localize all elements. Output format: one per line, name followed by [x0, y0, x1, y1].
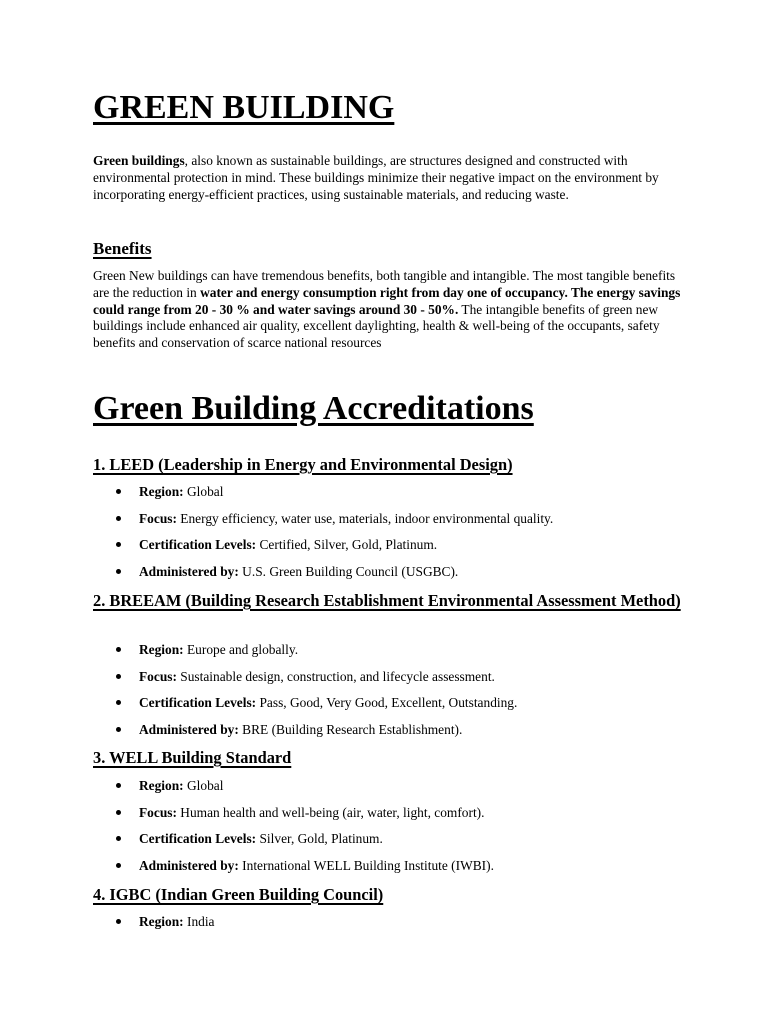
- leed-list: [93, 483, 683, 589]
- bullet-icon: [116, 810, 121, 815]
- item-label: Certification Levels:: [139, 695, 257, 710]
- bullet-icon: [116, 783, 121, 788]
- section-heading-leed: 1. LEED (Leadership in Energy and Environmental Design): [93, 455, 513, 474]
- bullet-icon: [116, 542, 121, 547]
- item-label: Region:: [139, 778, 184, 793]
- item-label: Administered by:: [139, 857, 239, 873]
- bullet-icon: [116, 919, 121, 924]
- benefits-paragraph: [93, 268, 683, 352]
- benefits-text-2: The intangible benefits of green new buildings include enhanced air quality, excellent daylighting, health & well-being of the occupants, safety benefits and conservation of scarce national resources: [93, 301, 660, 351]
- igbc-list: [93, 913, 683, 940]
- list-item: [93, 804, 683, 831]
- item-value: Silver, Gold, Platinum.: [256, 831, 383, 846]
- item-value: U.S. Green Building Council (USGBC).: [238, 563, 459, 579]
- item-value: Europe and globally.: [183, 642, 299, 657]
- list-item: [93, 913, 683, 940]
- bullet-icon: [116, 516, 121, 521]
- item-label: Focus:: [139, 804, 177, 820]
- bullet-icon: [116, 647, 121, 652]
- item-value: Certified, Silver, Gold, Platinum.: [256, 537, 438, 552]
- item-label: Focus:: [139, 510, 177, 526]
- benefits-heading: Benefits: [93, 239, 152, 258]
- accreditations-heading: Green Building Accreditations: [93, 390, 534, 427]
- list-item: [93, 777, 683, 804]
- item-value: Sustainable design, construction, and lifecycle assessment.: [176, 668, 495, 684]
- intro-bold-lead: Green buildings: [93, 153, 185, 168]
- item-value: International WELL Building Institute (IWBI).: [238, 857, 494, 873]
- document-title: GREEN BUILDING: [93, 89, 395, 126]
- list-item: [93, 830, 683, 857]
- section-heading-breeam: 2. BREEAM (Building Research Establishment Environmental Assessment Method): [93, 591, 681, 610]
- list-item: [93, 563, 683, 590]
- item-label: Certification Levels:: [139, 831, 257, 846]
- item-label: Region:: [139, 484, 184, 499]
- list-item: [93, 857, 683, 884]
- item-label: Certification Levels:: [139, 537, 257, 552]
- benefits-bold-1: water and energy consumption right from day one of occupancy. The energy savings could range from 20 - 30 % and water savings around 30 - 50%.: [93, 284, 681, 317]
- item-value: Human health and well-being (air, water, light, comfort).: [176, 804, 485, 820]
- item-value: Global: [183, 778, 224, 793]
- item-label: Administered by:: [139, 721, 239, 737]
- bullet-icon: [116, 700, 121, 705]
- benefits-text-1: Green New buildings can have tremendous benefits, both tangible and intangible. The most tangible benefits are the reduction in: [93, 268, 676, 300]
- bullet-icon: [116, 569, 121, 574]
- bullet-icon: [116, 674, 121, 679]
- list-item: [93, 668, 683, 695]
- list-item: [93, 721, 683, 748]
- intro-text: , also known as sustainable buildings, are structures designed and constructed with environmental protection in mind. These buildings minimize their negative impact on the environment by incorporating energy-efficient practices, using sustainable materials, and reducing waste.: [93, 153, 659, 202]
- list-item: [93, 483, 683, 510]
- item-value: BRE (Building Research Establishment).: [238, 721, 463, 737]
- list-item: [93, 536, 683, 563]
- item-value: Pass, Good, Very Good, Excellent, Outstanding.: [256, 695, 518, 710]
- item-value: Global: [183, 484, 224, 499]
- well-list: [93, 777, 683, 883]
- bullet-icon: [116, 836, 121, 841]
- list-item: [93, 641, 683, 668]
- bullet-icon: [116, 727, 121, 732]
- list-item: [93, 510, 683, 537]
- section-heading-igbc: 4. IGBC (Indian Green Building Council): [93, 885, 384, 904]
- item-label: Region:: [139, 914, 184, 929]
- section-heading-well: 3. WELL Building Standard: [93, 748, 292, 767]
- breeam-list: [93, 641, 683, 747]
- bullet-icon: [116, 489, 121, 494]
- item-value: India: [183, 914, 215, 929]
- item-value: Energy efficiency, water use, materials, indoor environmental quality.: [176, 510, 554, 526]
- item-label: Focus:: [139, 668, 177, 684]
- item-label: Region:: [139, 642, 184, 657]
- intro-paragraph: [93, 152, 683, 203]
- list-item: [93, 694, 683, 721]
- bullet-icon: [116, 863, 121, 868]
- item-label: Administered by:: [139, 563, 239, 579]
